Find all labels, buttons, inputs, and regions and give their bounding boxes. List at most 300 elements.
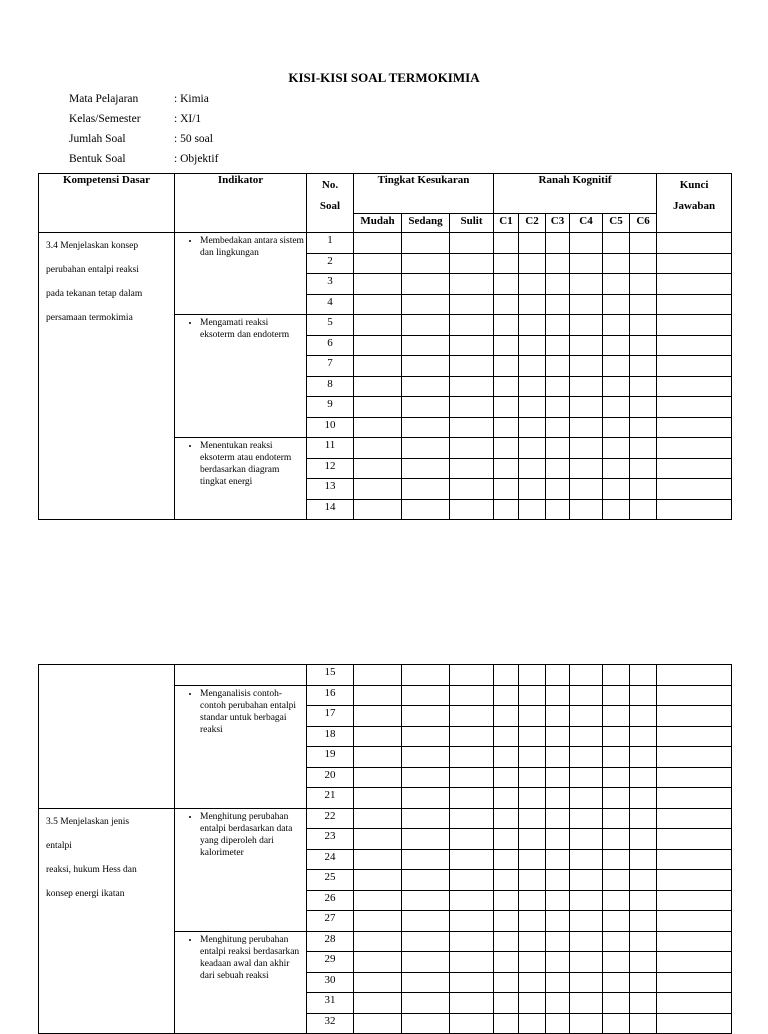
answer-cell (546, 706, 570, 727)
answer-cell (630, 952, 657, 973)
answer-cell (402, 233, 450, 254)
meta-row (69, 149, 218, 169)
answer-cell (354, 335, 402, 356)
answer-cell (519, 829, 546, 850)
no-soal-cell: 23 (307, 829, 354, 850)
answer-cell (603, 253, 630, 274)
answer-cell (603, 685, 630, 706)
answer-cell (402, 767, 450, 788)
answer-cell (570, 397, 603, 418)
kompetensi-dasar-cell (39, 808, 175, 1034)
answer-cell (450, 253, 494, 274)
answer-cell (570, 315, 603, 336)
answer-cell (519, 274, 546, 295)
answer-cell (494, 890, 519, 911)
answer-cell (519, 685, 546, 706)
answer-cell (494, 911, 519, 932)
answer-cell (450, 706, 494, 727)
kompetensi-dasar-line: 3.4 Menjelaskan konsep (46, 241, 139, 251)
answer-cell (546, 972, 570, 993)
meta-label: Mata Pelajaran (69, 93, 139, 105)
answer-cell (570, 952, 603, 973)
answer-cell (630, 479, 657, 500)
answer-cell (546, 356, 570, 377)
answer-cell (450, 972, 494, 993)
answer-cell (657, 499, 732, 520)
answer-cell (630, 767, 657, 788)
answer-cell (570, 417, 603, 438)
answer-cell (354, 706, 402, 727)
answer-cell (494, 335, 519, 356)
answer-cell (494, 808, 519, 829)
answer-cell (630, 993, 657, 1014)
indikator-cell (175, 931, 307, 1034)
kompetensi-dasar-line: entalpi (46, 840, 72, 851)
header-c2: C2 (519, 214, 546, 233)
kompetensi-dasar-line: persamaan termokimia (46, 313, 133, 323)
answer-cell (494, 417, 519, 438)
answer-cell (519, 499, 546, 520)
no-soal-cell: 32 (307, 1013, 354, 1034)
answer-cell (630, 397, 657, 418)
kompetensi-dasar-line: reaksi, hukum Hess dan (46, 864, 137, 875)
answer-cell (402, 911, 450, 932)
answer-cell (570, 376, 603, 397)
answer-cell (630, 685, 657, 706)
indikator-text: • Menghitung perubahan entalpi reaksi berdasarkan keadaan awal dan akhir dari sebuah reaksi (200, 934, 304, 982)
answer-cell (570, 808, 603, 829)
answer-cell (570, 499, 603, 520)
answer-cell (603, 890, 630, 911)
answer-cell (657, 233, 732, 254)
answer-cell (450, 808, 494, 829)
answer-cell (354, 870, 402, 891)
answer-cell (570, 665, 603, 686)
answer-cell (354, 829, 402, 850)
answer-cell (546, 931, 570, 952)
answer-cell (630, 233, 657, 254)
answer-cell (519, 397, 546, 418)
answer-cell (657, 274, 732, 295)
answer-cell (494, 253, 519, 274)
answer-cell (402, 747, 450, 768)
no-soal-cell: 9 (307, 397, 354, 418)
answer-cell (630, 726, 657, 747)
answer-cell (603, 274, 630, 295)
indikator-cell (175, 233, 307, 315)
answer-cell (354, 376, 402, 397)
answer-cell (519, 747, 546, 768)
no-soal-cell: 18 (307, 726, 354, 747)
answer-cell (603, 417, 630, 438)
table-row (39, 233, 732, 254)
answer-cell (402, 890, 450, 911)
answer-cell (354, 849, 402, 870)
answer-cell (657, 911, 732, 932)
answer-cell (494, 1013, 519, 1034)
answer-cell (630, 335, 657, 356)
answer-cell (657, 479, 732, 500)
answer-cell (546, 417, 570, 438)
header-ranah-kognitif: Ranah Kognitif (494, 174, 657, 214)
answer-cell (657, 685, 732, 706)
answer-cell (570, 685, 603, 706)
answer-cell (354, 294, 402, 315)
answer-cell (519, 294, 546, 315)
answer-cell (354, 685, 402, 706)
answer-cell (519, 665, 546, 686)
answer-cell (494, 233, 519, 254)
answer-cell (630, 829, 657, 850)
document-title: KISI-KISI SOAL TERMOKIMIA (288, 70, 480, 85)
answer-cell (402, 315, 450, 336)
answer-cell (630, 911, 657, 932)
no-soal-cell: 27 (307, 911, 354, 932)
answer-cell (519, 849, 546, 870)
answer-cell (546, 233, 570, 254)
answer-cell (519, 726, 546, 747)
answer-cell (354, 911, 402, 932)
meta-value: : XI/1 (174, 113, 202, 125)
answer-cell (657, 788, 732, 809)
answer-cell (657, 747, 732, 768)
answer-cell (354, 665, 402, 686)
no-soal-cell: 10 (307, 417, 354, 438)
indikator-cell (175, 315, 307, 438)
header-c6: C6 (630, 214, 657, 233)
answer-cell (546, 870, 570, 891)
answer-cell (450, 870, 494, 891)
answer-cell (570, 479, 603, 500)
answer-cell (494, 438, 519, 459)
answer-cell (519, 870, 546, 891)
answer-cell (603, 993, 630, 1014)
answer-cell (657, 972, 732, 993)
answer-cell (402, 808, 450, 829)
answer-cell (657, 993, 732, 1014)
no-soal-cell: 24 (307, 849, 354, 870)
answer-cell (546, 890, 570, 911)
answer-cell (630, 438, 657, 459)
header-c4: C4 (570, 214, 603, 233)
answer-cell (354, 788, 402, 809)
answer-cell (494, 274, 519, 295)
indikator-cell (175, 685, 307, 808)
answer-cell (630, 890, 657, 911)
answer-cell (630, 315, 657, 336)
answer-cell (603, 397, 630, 418)
answer-cell (630, 931, 657, 952)
answer-cell (450, 499, 494, 520)
answer-cell (603, 849, 630, 870)
answer-cell (630, 253, 657, 274)
answer-cell (546, 665, 570, 686)
answer-cell (354, 726, 402, 747)
answer-cell (603, 335, 630, 356)
answer-cell (402, 376, 450, 397)
header-mudah: Mudah (354, 214, 402, 233)
answer-cell (519, 438, 546, 459)
answer-cell (402, 665, 450, 686)
kompetensi-dasar-line: konsep energi ikatan (46, 888, 125, 899)
answer-cell (657, 931, 732, 952)
no-soal-cell: 4 (307, 294, 354, 315)
answer-cell (603, 726, 630, 747)
answer-cell (546, 397, 570, 418)
header-kunci-line1: Kunci (679, 179, 709, 191)
answer-cell (657, 808, 732, 829)
answer-cell (546, 479, 570, 500)
no-soal-cell: 1 (307, 233, 354, 254)
no-soal-cell: 22 (307, 808, 354, 829)
answer-cell (570, 931, 603, 952)
answer-cell (603, 911, 630, 932)
answer-cell (630, 417, 657, 438)
answer-cell (519, 479, 546, 500)
no-soal-cell: 19 (307, 747, 354, 768)
answer-cell (450, 1013, 494, 1034)
answer-cell (519, 706, 546, 727)
answer-cell (519, 890, 546, 911)
answer-cell (570, 788, 603, 809)
header-c5: C5 (603, 214, 630, 233)
answer-cell (657, 335, 732, 356)
answer-cell (546, 253, 570, 274)
answer-cell (657, 665, 732, 686)
answer-cell (494, 726, 519, 747)
answer-cell (519, 356, 546, 377)
kompetensi-dasar-line: perubahan entalpi reaksi (46, 265, 139, 275)
answer-cell (657, 438, 732, 459)
answer-cell (546, 952, 570, 973)
answer-cell (402, 972, 450, 993)
answer-cell (402, 849, 450, 870)
kisi-table-page-1 (38, 173, 732, 520)
answer-cell (546, 1013, 570, 1034)
table-row (39, 808, 732, 829)
answer-cell (630, 808, 657, 829)
meta-value: : 50 soal (174, 133, 213, 145)
no-soal-cell: 3 (307, 274, 354, 295)
table-row (39, 665, 732, 686)
meta-value: : Objektif (174, 153, 219, 165)
answer-cell (494, 993, 519, 1014)
answer-cell (402, 458, 450, 479)
answer-cell (354, 253, 402, 274)
answer-cell (519, 376, 546, 397)
answer-cell (450, 911, 494, 932)
answer-cell (603, 1013, 630, 1034)
answer-cell (603, 499, 630, 520)
header-sedang: Sedang (402, 214, 450, 233)
answer-cell (657, 253, 732, 274)
answer-cell (402, 253, 450, 274)
answer-cell (570, 458, 603, 479)
answer-cell (450, 993, 494, 1014)
answer-cell (603, 438, 630, 459)
answer-cell (450, 685, 494, 706)
meta-value: : Kimia (174, 93, 209, 105)
header-no-soal-line1: No. (321, 179, 339, 191)
answer-cell (494, 931, 519, 952)
answer-cell (570, 890, 603, 911)
answer-cell (494, 870, 519, 891)
answer-cell (603, 665, 630, 686)
answer-cell (570, 849, 603, 870)
answer-cell (354, 417, 402, 438)
kompetensi-dasar-line: pada tekanan tetap dalam (46, 289, 143, 299)
answer-cell (402, 870, 450, 891)
indikator-text: • Mengamati reaksi eksoterm dan endoterm (200, 317, 304, 341)
answer-cell (519, 993, 546, 1014)
answer-cell (570, 274, 603, 295)
answer-cell (603, 458, 630, 479)
no-soal-cell: 31 (307, 993, 354, 1014)
answer-cell (519, 253, 546, 274)
answer-cell (603, 788, 630, 809)
answer-cell (450, 315, 494, 336)
no-soal-cell: 17 (307, 706, 354, 727)
answer-cell (546, 767, 570, 788)
answer-cell (519, 931, 546, 952)
answer-cell (546, 458, 570, 479)
header-kunci-jawaban (657, 174, 732, 233)
answer-cell (354, 808, 402, 829)
answer-cell (519, 315, 546, 336)
meta-label: Bentuk Soal (69, 153, 126, 165)
answer-cell (402, 335, 450, 356)
answer-cell (402, 397, 450, 418)
answer-cell (354, 499, 402, 520)
answer-cell (354, 890, 402, 911)
answer-cell (657, 706, 732, 727)
answer-cell (402, 294, 450, 315)
answer-cell (494, 376, 519, 397)
answer-cell (402, 706, 450, 727)
answer-cell (519, 952, 546, 973)
kompetensi-dasar-cell (39, 665, 175, 809)
answer-cell (657, 356, 732, 377)
answer-cell (657, 767, 732, 788)
no-soal-cell: 28 (307, 931, 354, 952)
answer-cell (354, 767, 402, 788)
answer-cell (354, 952, 402, 973)
answer-cell (570, 335, 603, 356)
no-soal-cell: 29 (307, 952, 354, 973)
no-soal-cell: 6 (307, 335, 354, 356)
answer-cell (657, 870, 732, 891)
answer-cell (450, 233, 494, 254)
answer-cell (450, 849, 494, 870)
header-no-soal (307, 174, 354, 233)
answer-cell (402, 438, 450, 459)
answer-cell (657, 952, 732, 973)
document-meta (69, 89, 218, 169)
no-soal-cell: 30 (307, 972, 354, 993)
answer-cell (402, 479, 450, 500)
header-kunci-line2: Jawaban (672, 200, 716, 212)
answer-cell (546, 499, 570, 520)
answer-cell (657, 458, 732, 479)
answer-cell (354, 233, 402, 254)
answer-cell (546, 315, 570, 336)
answer-cell (402, 993, 450, 1014)
answer-cell (354, 931, 402, 952)
answer-cell (630, 499, 657, 520)
answer-cell (494, 665, 519, 686)
answer-cell (570, 253, 603, 274)
answer-cell (354, 438, 402, 459)
answer-cell (630, 972, 657, 993)
answer-cell (450, 665, 494, 686)
answer-cell (570, 706, 603, 727)
answer-cell (494, 458, 519, 479)
answer-cell (603, 233, 630, 254)
answer-cell (450, 274, 494, 295)
answer-cell (402, 788, 450, 809)
answer-cell (630, 376, 657, 397)
answer-cell (570, 438, 603, 459)
answer-cell (657, 315, 732, 336)
no-soal-cell: 2 (307, 253, 354, 274)
answer-cell (603, 376, 630, 397)
answer-cell (494, 479, 519, 500)
answer-cell (570, 294, 603, 315)
answer-cell (494, 952, 519, 973)
answer-cell (450, 356, 494, 377)
no-soal-cell: 16 (307, 685, 354, 706)
answer-cell (657, 417, 732, 438)
answer-cell (354, 1013, 402, 1034)
answer-cell (546, 274, 570, 295)
answer-cell (519, 788, 546, 809)
no-soal-cell: 21 (307, 788, 354, 809)
answer-cell (450, 294, 494, 315)
answer-cell (657, 890, 732, 911)
answer-cell (354, 356, 402, 377)
answer-cell (519, 233, 546, 254)
answer-cell (354, 397, 402, 418)
answer-cell (546, 294, 570, 315)
answer-cell (570, 747, 603, 768)
answer-cell (519, 767, 546, 788)
indikator-text: • Membedakan antara sistem dan lingkungan (200, 235, 304, 259)
answer-cell (603, 952, 630, 973)
answer-cell (402, 952, 450, 973)
header-no-soal-line2: Soal (319, 200, 341, 212)
meta-label: Jumlah Soal (69, 133, 126, 145)
answer-cell (450, 931, 494, 952)
answer-cell (657, 294, 732, 315)
answer-cell (657, 726, 732, 747)
answer-cell (402, 931, 450, 952)
answer-cell (546, 438, 570, 459)
answer-cell (450, 788, 494, 809)
answer-cell (354, 274, 402, 295)
answer-cell (402, 1013, 450, 1034)
answer-cell (657, 849, 732, 870)
answer-cell (546, 993, 570, 1014)
answer-cell (546, 911, 570, 932)
header-indikator: Indikator (175, 174, 307, 233)
no-soal-cell: 7 (307, 356, 354, 377)
answer-cell (450, 726, 494, 747)
answer-cell (657, 1013, 732, 1034)
answer-cell (494, 972, 519, 993)
answer-cell (494, 767, 519, 788)
answer-cell (546, 849, 570, 870)
kompetensi-dasar-line: 3.5 Menjelaskan jenis (46, 816, 130, 827)
